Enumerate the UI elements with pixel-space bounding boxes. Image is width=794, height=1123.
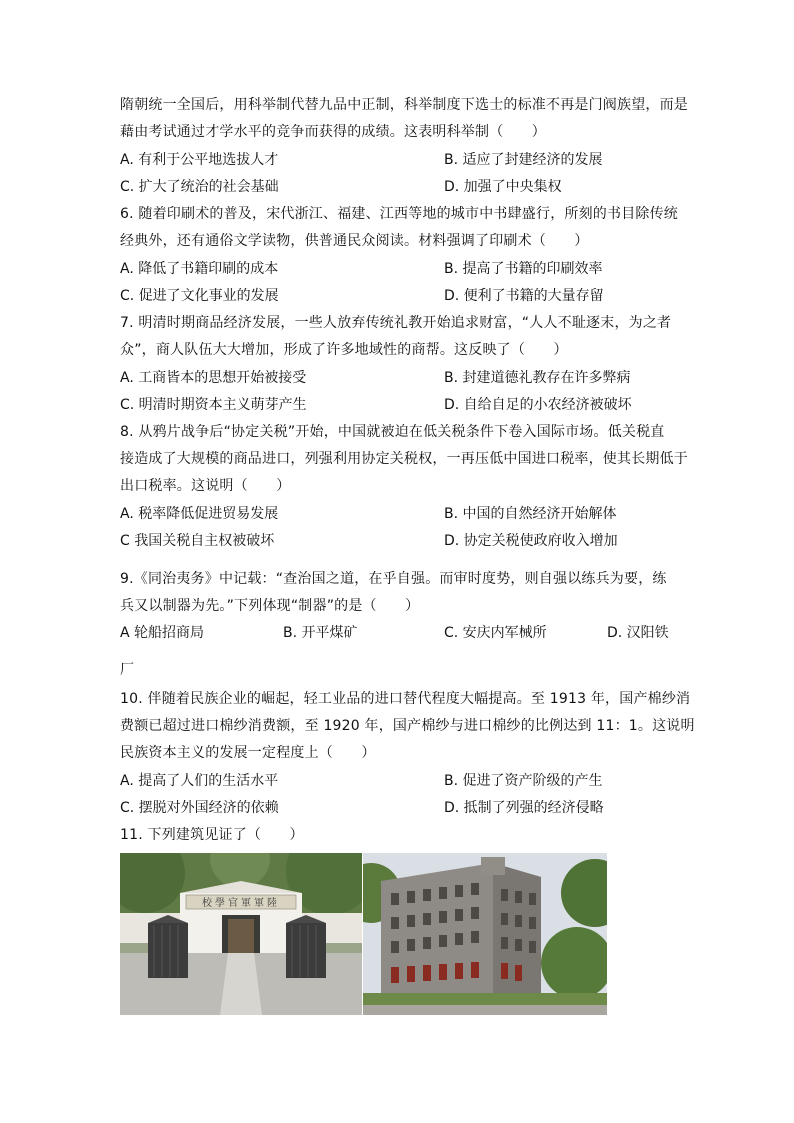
q5-option-a: A. 有利于公平地选拔人才 <box>120 152 279 168</box>
q10-stem-line2: 费额已超过进口棉纱消费额，至 1920 年，国产棉纱与进口棉纱的比例达到 11：1。这说明 <box>120 718 695 734</box>
q8-option-d: D. 协定关税使政府收入增加 <box>444 533 618 549</box>
q6-stem-line2: 经典外，还有通俗文学读物，供普通民众阅读。材料强调了印刷术（ ） <box>120 233 589 249</box>
q6-option-a: A. 降低了书籍印刷的成本 <box>120 261 279 277</box>
gate-plaque-text: 校學官軍軍陸 <box>202 898 280 909</box>
q9-option-b: B. 开平煤矿 <box>283 625 358 641</box>
q10-stem-line1: 10. 伴随着民族企业的崛起，轻工业品的进口替代程度大幅提高。至 1913 年，国产棉纱消 <box>120 691 691 707</box>
academy-gate-photo <box>120 853 362 1015</box>
q10-option-a: A. 提高了人们的生活水平 <box>120 773 279 789</box>
q8-option-a: A. 税率降低促进贸易发展 <box>120 506 279 522</box>
q9-option-a: A 轮船招商局 <box>120 625 205 641</box>
q7-option-b: B. 封建道德礼教存在许多弊病 <box>444 370 631 386</box>
q5-stem-line1: 隋朝统一全国后，用科举制代替九品中正制，科举制度下选士的标准不再是门阀族望，而是 <box>120 97 688 113</box>
q6-stem-line1: 6. 随着印刷术的普及，宋代浙江、福建、江西等地的城市中书肆盛行，所刻的书目除传统 <box>120 206 679 222</box>
q7-option-a: A. 工商皆本的思想开始被接受 <box>120 370 307 386</box>
q7-stem-line2: 众”，商人队伍大大增加，形成了许多地域性的商帮。这反映了（ ） <box>120 342 568 358</box>
q6-option-d: D. 便利了书籍的大量存留 <box>444 288 604 304</box>
historic-building-photo <box>363 853 607 1015</box>
q7-option-c: C. 明清时期资本主义萌芽产生 <box>120 397 307 413</box>
q8-stem-line3: 出口税率。这说明（ ） <box>120 478 291 494</box>
q9-option-d: D. 汉阳铁 <box>607 625 669 641</box>
q8-stem-line1: 8. 从鸦片战争后“协定关税”开始，中国就被迫在低关税条件下卷入国际市场。低关税直 <box>120 424 665 440</box>
q5-option-c: C. 扩大了统治的社会基础 <box>120 179 279 195</box>
q10-option-b: B. 促进了资产阶级的产生 <box>444 773 603 789</box>
q9-option-c: C. 安庆内军械所 <box>444 625 547 641</box>
q6-option-c: C. 促进了文化事业的发展 <box>120 288 279 304</box>
q10-option-c: C. 摆脱对外国经济的依赖 <box>120 800 279 816</box>
q7-option-d: D. 自给自足的小农经济被破坏 <box>444 397 632 413</box>
q8-option-c: C 我国关税自主权被破坏 <box>120 533 275 549</box>
q9-stem-line2: 兵又以制器为先。”下列体现“制器”的是（ ） <box>120 598 420 614</box>
q10-option-d: D. 抵制了列强的经济侵略 <box>444 800 604 816</box>
q9-stem-line1: 9.《同治夷务》中记载：“查治国之道，在乎自强。而审时度势，则自强以练兵为要，练 <box>120 571 667 587</box>
q7-stem-line1: 7. 明清时期商品经济发展，一些人放弃传统礼教开始追求财富，“人人不耻逐末，为之者 <box>120 315 672 331</box>
q5-stem-line2: 藉由考试通过才学水平的竞争而获得的成绩。这表明科举制（ ） <box>120 124 546 140</box>
q6-option-b: B. 提高了书籍的印刷效率 <box>444 261 603 277</box>
q8-stem-line2: 接造成了大规模的商品进口，列强利用协定关税权，一再压低中国进口税率，使其长期低于 <box>120 451 688 467</box>
q9-option-d-wrap: 厂 <box>120 662 134 678</box>
q10-stem-line3: 民族资本主义的发展一定程度上（ ） <box>120 745 376 761</box>
q11-stem: 11. 下列建筑见证了（ ） <box>120 827 304 843</box>
q5-option-b: B. 适应了封建经济的发展 <box>444 152 603 168</box>
q5-option-d: D. 加强了中央集权 <box>444 179 562 195</box>
q8-option-b: B. 中国的自然经济开始解体 <box>444 506 617 522</box>
